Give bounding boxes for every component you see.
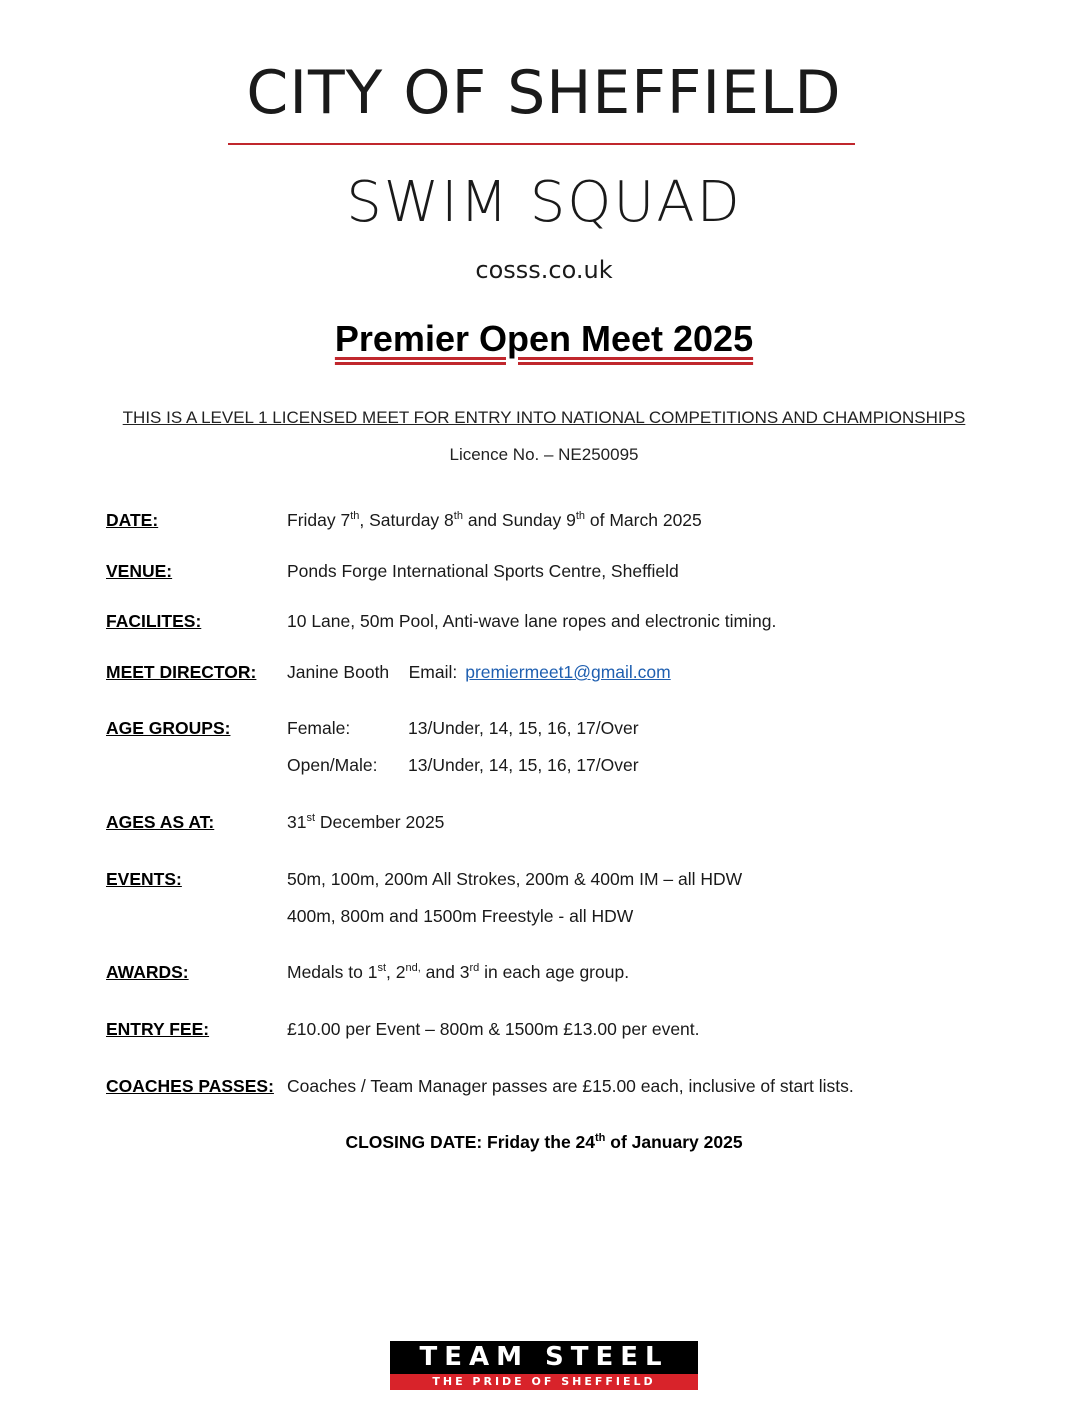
- ages-as-at-value: 31st December 2025: [287, 812, 445, 832]
- website-text: cosss.co.uk: [475, 256, 613, 284]
- director-name: Janine Booth: [287, 662, 390, 682]
- logo-bottom-text: THE PRIDE OF SHEFFIELD: [390, 1374, 698, 1390]
- entry-fee-value: £10.00 per Event – 800m & 1500m £13.00 per event.: [287, 1019, 700, 1039]
- ages-as-at-label: AGES AS AT:: [106, 812, 215, 832]
- venue-value: Ponds Forge International Sports Centre, Sheffield: [287, 561, 679, 581]
- email-label: Email:: [408, 662, 458, 682]
- awards-label: AWARDS:: [106, 962, 189, 982]
- org-title: CITY OF SHEFFIELD: [246, 58, 842, 128]
- header-divider: [228, 143, 855, 145]
- coaches-passes-label: COACHES PASSES:: [106, 1076, 274, 1096]
- age-group-list-open-male: 13/Under, 14, 15, 16, 17/Over: [408, 755, 639, 775]
- meet-title: [0, 318, 1088, 360]
- meet-title-text: Premier Open Meet 2025: [334, 318, 754, 359]
- age-groups-label: AGE GROUPS:: [106, 718, 231, 738]
- licensed-note: THIS IS A LEVEL 1 LICENSED MEET FOR ENTRY INTO NATIONAL COMPETITIONS AND CHAMPIONSHIPS: [122, 408, 966, 427]
- age-group-list-female: 13/Under, 14, 15, 16, 17/Over: [408, 718, 639, 738]
- org-subtitle: SWIM SQUAD: [346, 170, 742, 235]
- events-label: EVENTS:: [106, 869, 182, 889]
- venue-label: VENUE:: [106, 561, 173, 581]
- facilities-label: FACILITES:: [106, 611, 202, 631]
- closing-date: CLOSING DATE: Friday the 24th of January 2025: [345, 1132, 743, 1152]
- events-line-1: 50m, 100m, 200m All Strokes, 200m & 400m IM – all HDW: [287, 869, 743, 889]
- facilities-value: 10 Lane, 50m Pool, Anti-wave lane ropes and electronic timing.: [287, 611, 777, 631]
- age-group-category-female: Female:: [287, 718, 351, 738]
- age-group-category-open-male: Open/Male:: [287, 755, 378, 775]
- team-steel-logo: [390, 1341, 698, 1390]
- director-email-link[interactable]: premiermeet1@gmail.com: [465, 662, 671, 682]
- meet-director-value: [287, 662, 671, 683]
- coaches-passes-value: Coaches / Team Manager passes are £15.00 each, inclusive of start lists.: [287, 1076, 854, 1096]
- logo-top-text: TEAM STEEL: [390, 1341, 698, 1374]
- meet-director-label: MEET DIRECTOR:: [106, 662, 257, 682]
- entry-fee-label: ENTRY FEE:: [106, 1019, 210, 1039]
- licence-number: Licence No. – NE250095: [449, 445, 639, 464]
- awards-value: Medals to 1st, $2^{nd,}$ and 3rd in each age group.: [287, 962, 630, 982]
- date-value: Friday 7th, Saturday 8th and Sunday 9th of March 2025: [287, 510, 702, 530]
- events-line-2: 400m, 800m and 1500m Freestyle - all HDW: [287, 906, 634, 926]
- date-label: DATE:: [106, 510, 159, 530]
